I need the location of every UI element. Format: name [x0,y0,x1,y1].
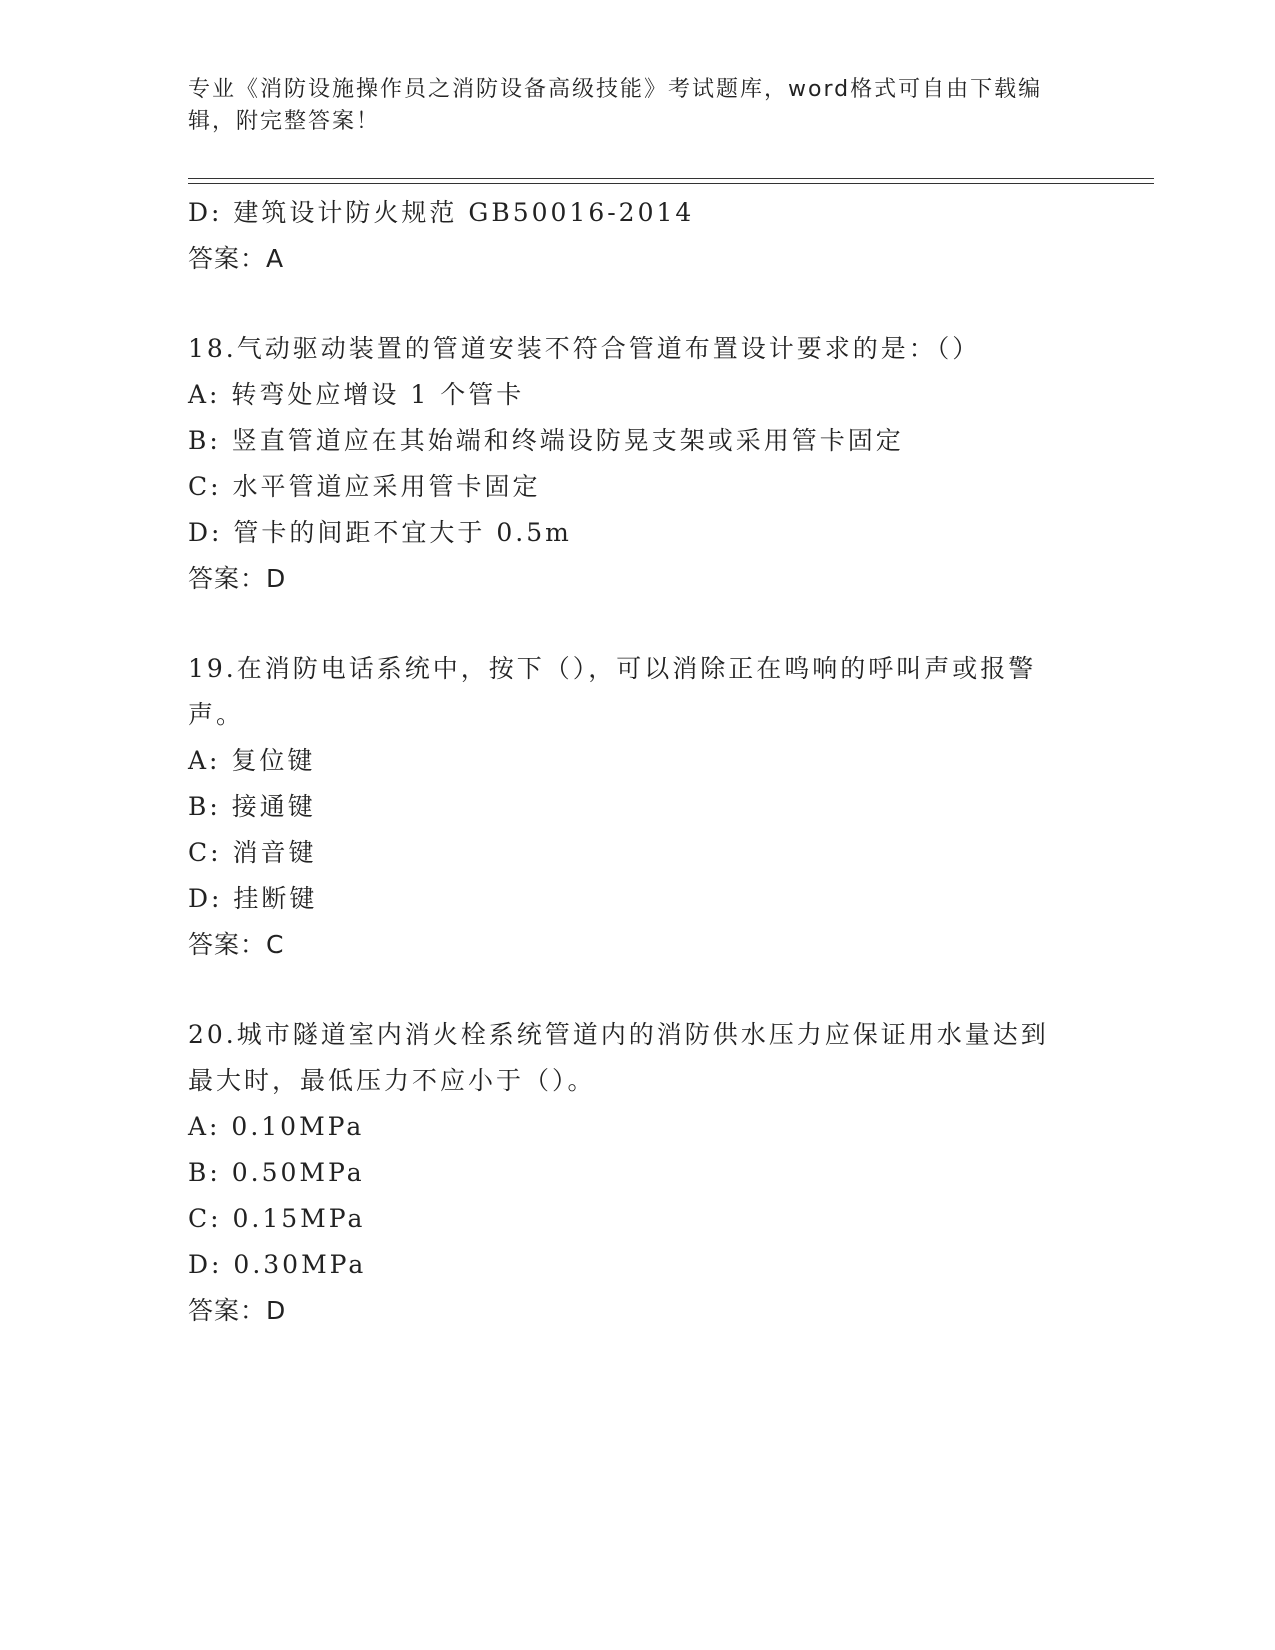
option-d: D: 管卡的间距不宜大于 0.5m [188,518,572,547]
question-stem: 18.气动驱动装置的管道安装不符合管道布置设计要求的是：（） [188,334,981,363]
option-a: A: 转弯处应增设 1 个管卡 [188,380,525,409]
question-list [188,190,1088,1334]
question-19 [188,646,1088,968]
option-b: B: 竖直管道应在其始端和终端设防晃支架或采用管卡固定 [188,426,904,455]
spacer [188,602,1088,646]
option-d: D: 挂断键 [188,884,318,913]
header-divider-bottom [188,183,1154,184]
option-c: C: 0.15MPa [188,1204,366,1233]
option-a: A: 复位键 [188,746,316,775]
answer-label: 答案：A [188,244,285,273]
document-header: 专业《消防设施操作员之消防设备高级技能》考试题库，word格式可自由下载编辑，附完整答案！ [188,77,1043,134]
answer-label: 答案：D [188,564,287,593]
option-b: B: 接通键 [188,792,316,821]
question-stem: 19.在消防电话系统中，按下（），可以消除正在鸣响的呼叫声或报警声。 [188,654,1037,729]
question-18 [188,326,1088,602]
answer-label: 答案：C [188,930,285,959]
question-stem: 20.城市隧道室内消火栓系统管道内的消防供水压力应保证用水量达到最大时，最低压力不应小于（）。 [188,1020,1049,1095]
option-d: D: 0.30MPa [188,1250,367,1279]
question-17-tail [188,190,1088,282]
header-divider-top [188,178,1154,179]
option-b: B: 0.50MPa [188,1158,365,1187]
spacer [188,968,1088,1012]
answer-label: 答案：D [188,1296,287,1325]
spacer [188,282,1088,326]
question-20 [188,1012,1088,1334]
option-c: C: 水平管道应采用管卡固定 [188,472,541,501]
option-a: A: 0.10MPa [188,1112,365,1141]
option-d: D: 建筑设计防火规范 GB50016-2014 [188,198,695,227]
option-c: C: 消音键 [188,838,317,867]
